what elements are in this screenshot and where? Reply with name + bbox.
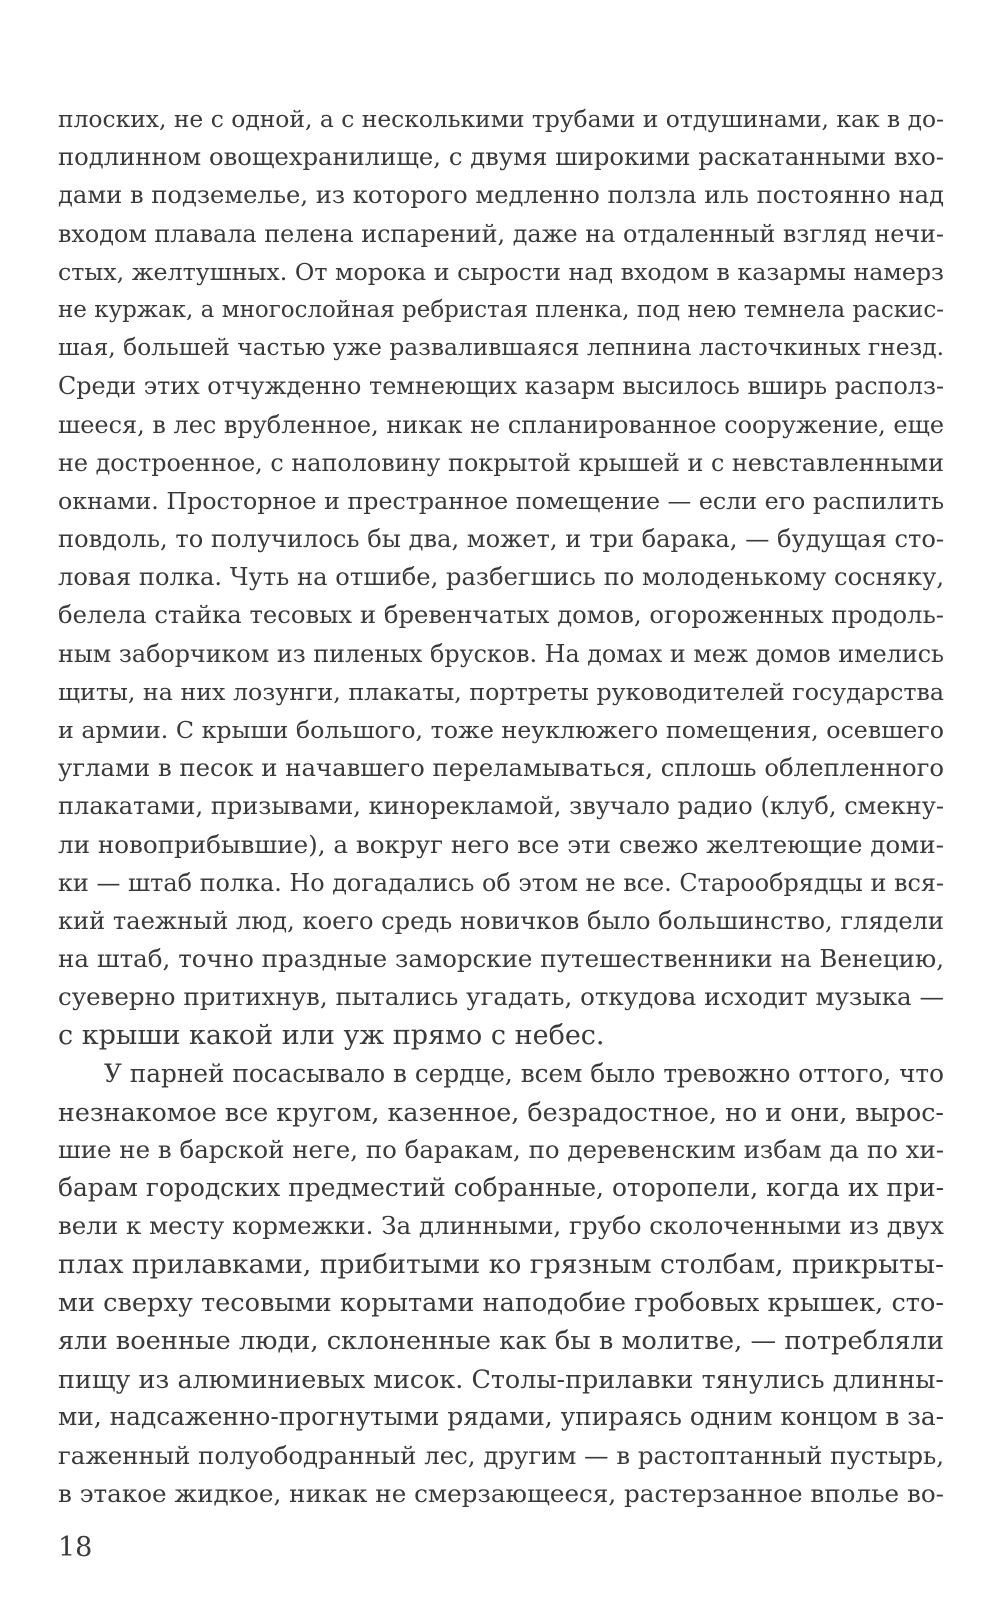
text-line: пищу из алюминиевых мисок. Столы-прилавки тянулись длинны-	[58, 1364, 944, 1395]
text-line: на штаб, точно праздные заморские путешественники на Венецию,	[58, 944, 944, 974]
text-line: щиты, на них лозунги, плакаты, портреты руководителей государства	[58, 677, 944, 706]
text-line: шееся, в лес врубленное, никак не спланированное сооружение, еще	[58, 410, 944, 439]
text-line-paragraph-end: с крыши какой или уж прямо с небес.	[58, 1019, 605, 1051]
text-line: гаженный полуободранный лес, другим — в растоптанный пустырь,	[58, 1440, 944, 1470]
text-line: в этакое жидкое, никак не смерзающееся, растерзанное вполье во-	[58, 1478, 944, 1508]
text-line: входом плавала пелена испарений, даже на отдаленный взгляд нечи-	[58, 219, 944, 248]
text-line: незнакомое все кругом, казенное, безрадостное, но и они, вырос-	[58, 1096, 944, 1127]
text-line: не достроенное, с наполовину покрытой крышей и с невставленными	[58, 448, 944, 477]
text-line: ми, надсаженно-прогнутыми рядами, упираясь одним концом в за-	[58, 1402, 944, 1432]
text-line: плакатами, призывами, кинорекламой, звучало радио (клуб, смекну-	[58, 792, 944, 821]
page-number: 18	[58, 1532, 93, 1563]
text-line: дами в подземелье, из которого медленно ползла иль постоянно над	[58, 181, 944, 210]
text-line: окнами. Просторное и престранное помещение — если его распилить	[58, 486, 944, 515]
text-line: ным заборчиком из пиленых брусков. На домах и меж домов имелись	[58, 639, 944, 668]
text-line: шие не в барской неге, по баракам, по деревенским избам да по хи-	[58, 1135, 944, 1165]
text-line: вели к месту кормежки. За длинными, грубо сколоченными из двух	[58, 1211, 944, 1241]
text-line: плах прилавками, прибитыми ко грязным столбам, прикрыты-	[58, 1248, 944, 1280]
text-line: ми сверху тесовыми корытами наподобие гробовых крышек, сто-	[58, 1287, 944, 1318]
body-text	[58, 100, 944, 1513]
text-line: барам городских предместий собранные, оторопели, когда их при-	[58, 1173, 944, 1203]
text-line: повдоль, то получилось бы два, может, и три барака, — будущая сто-	[58, 525, 944, 554]
text-line: кий таежный люд, коего средь новичков было большинство, глядели	[58, 906, 944, 935]
text-line: ловая полка. Чуть на отшибе, разбегшись по молоденькому сосняку,	[58, 563, 944, 592]
text-line: ки — штаб полка. Но догадались об этом не все. Старообрядцы и вся-	[58, 868, 944, 897]
text-line: белела стайка тесовых и бревенчатых домов, огороженных продоль-	[58, 600, 944, 630]
text-line: стых, желтушных. От морока и сырости над входом в казармы намерз	[58, 257, 944, 286]
text-line: Среди этих отчужденно темнеющих казарм высилось вширь располз-	[58, 372, 944, 401]
text-line: подлинном овощехранилище, с двумя широкими раскатанными вхо-	[58, 142, 944, 172]
text-line: плоских, не с одной, а с несколькими трубами и отдушинами, как в до-	[58, 105, 944, 133]
text-line: ли новоприбывшие), а вокруг него все эти свежо желтеющие доми-	[58, 829, 944, 859]
text-line: яли военные люди, склоненные как бы в молитве, — потребляли	[58, 1326, 944, 1356]
text-line: и армии. С крыши большого, тоже неуклюжего помещения, осевшего	[58, 716, 944, 744]
text-line: суеверно притихнув, пытались угадать, откудова исходит музыка —	[58, 982, 944, 1012]
text-line: не куржак, а многослойная ребристая пленка, под нею темнела раскис-	[58, 296, 944, 323]
text-line: углами в песок и начавшего переламываться, сплошь облепленного	[58, 753, 944, 783]
text-line: шая, большей частью уже развалившаяся лепнина ласточкиных гнезд.	[58, 334, 944, 362]
text-line-paragraph-start: У парней посасывало в сердце, всем было тревожно оттого, что	[104, 1058, 944, 1088]
